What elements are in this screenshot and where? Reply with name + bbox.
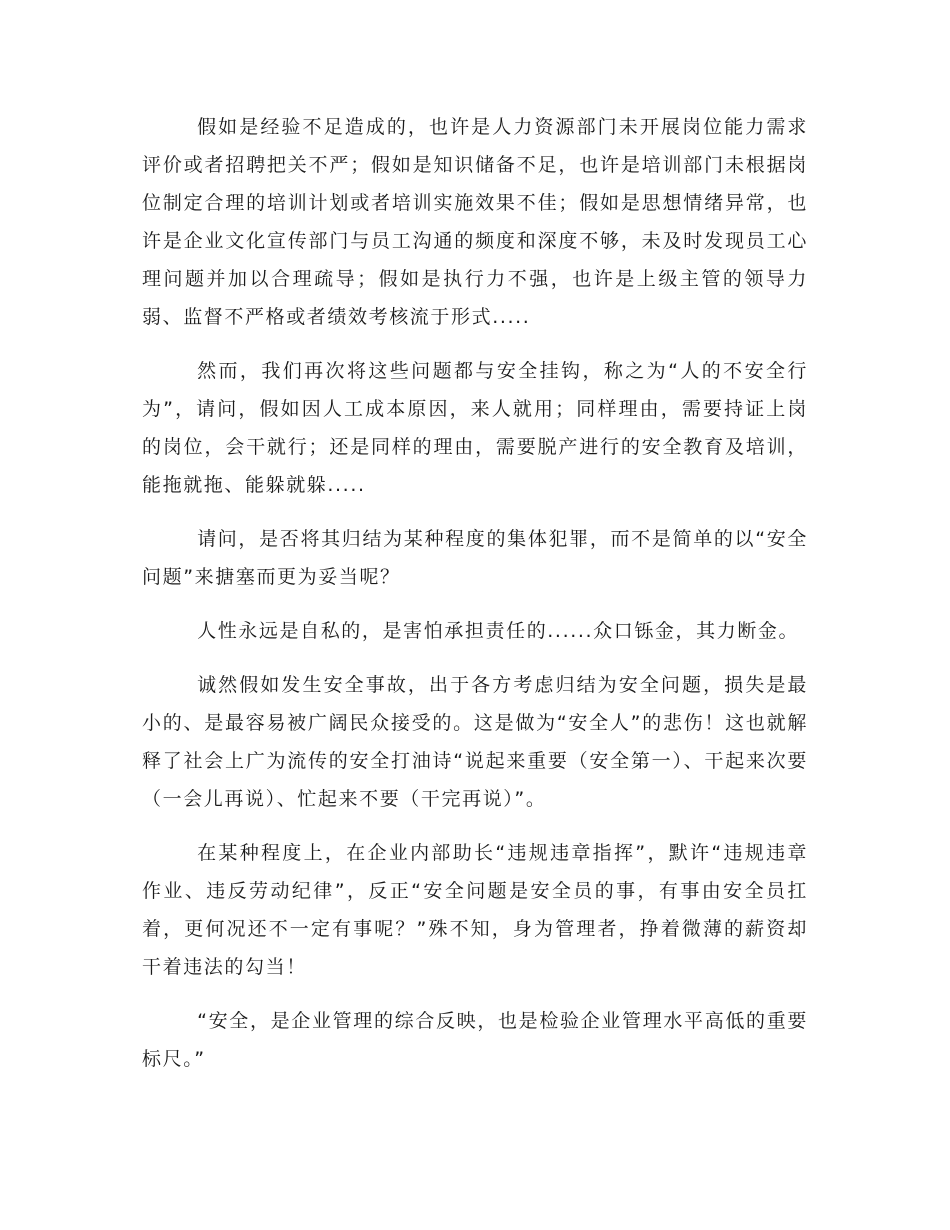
- paragraph-management-violations: 在某种程度上，在企业内部助长“违规违章指挥”，默许“违规违章作业、违反劳动纪律”，反正“安全问题是安全员的事，有事由安全员扛着，更何况还不一定有事呢？”殊不知，身为管理者，挣着微薄的薪资却干着违法的勾当！: [142, 842, 808, 978]
- paragraph-collective-question: 请问，是否将其归结为某种程度的集体犯罪，而不是简单的以“安全问题”来搪塞而更为妥当呢？: [142, 528, 808, 588]
- document-body: [142, 108, 808, 1078]
- paragraph-unsafe-behavior: 然而，我们再次将这些问题都与安全挂钩，称之为“人的不安全行为”，请问，假如因人工成本原因，来人就用；同样理由，需要持证上岗的岗位，会干就行；还是同样的理由，需要脱产进行的安全教育及培训，能拖就拖、能躲就躲.....: [142, 360, 808, 496]
- paragraph-experience-causes: 假如是经验不足造成的，也许是人力资源部门未开展岗位能力需求评价或者招聘把关不严；假如是知识储备不足，也许是培训部门未根据岗位制定合理的培训计划或者培训实施效果不佳；假如是思想情绪异常，也许是企业文化宣传部门与员工沟通的频度和深度不够，未及时发现员工心理问题并加以合理疏导；假如是执行力不强，也许是上级主管的领导力弱、监督不严格或者绩效考核流于形式.....: [142, 116, 808, 328]
- paragraph-safety-quote: “安全，是企业管理的综合反映，也是检验企业管理水平高低的重要标尺。”: [142, 1010, 808, 1070]
- paragraph-human-nature: 人性永远是自私的，是害怕承担责任的......众口铄金，其力断金。: [197, 620, 800, 642]
- paragraph-accident-attribution: 诚然假如发生安全事故，出于各方考虑归结为安全问题，损失是最小的、是最容易被广阔民众接受的。这是做为“安全人”的悲伤！这也就解释了社会上广为流传的安全打油诗“说起来重要（安全第一）、干起来次要（一会儿再说）、忙起来不要（干完再说）”。: [142, 674, 808, 810]
